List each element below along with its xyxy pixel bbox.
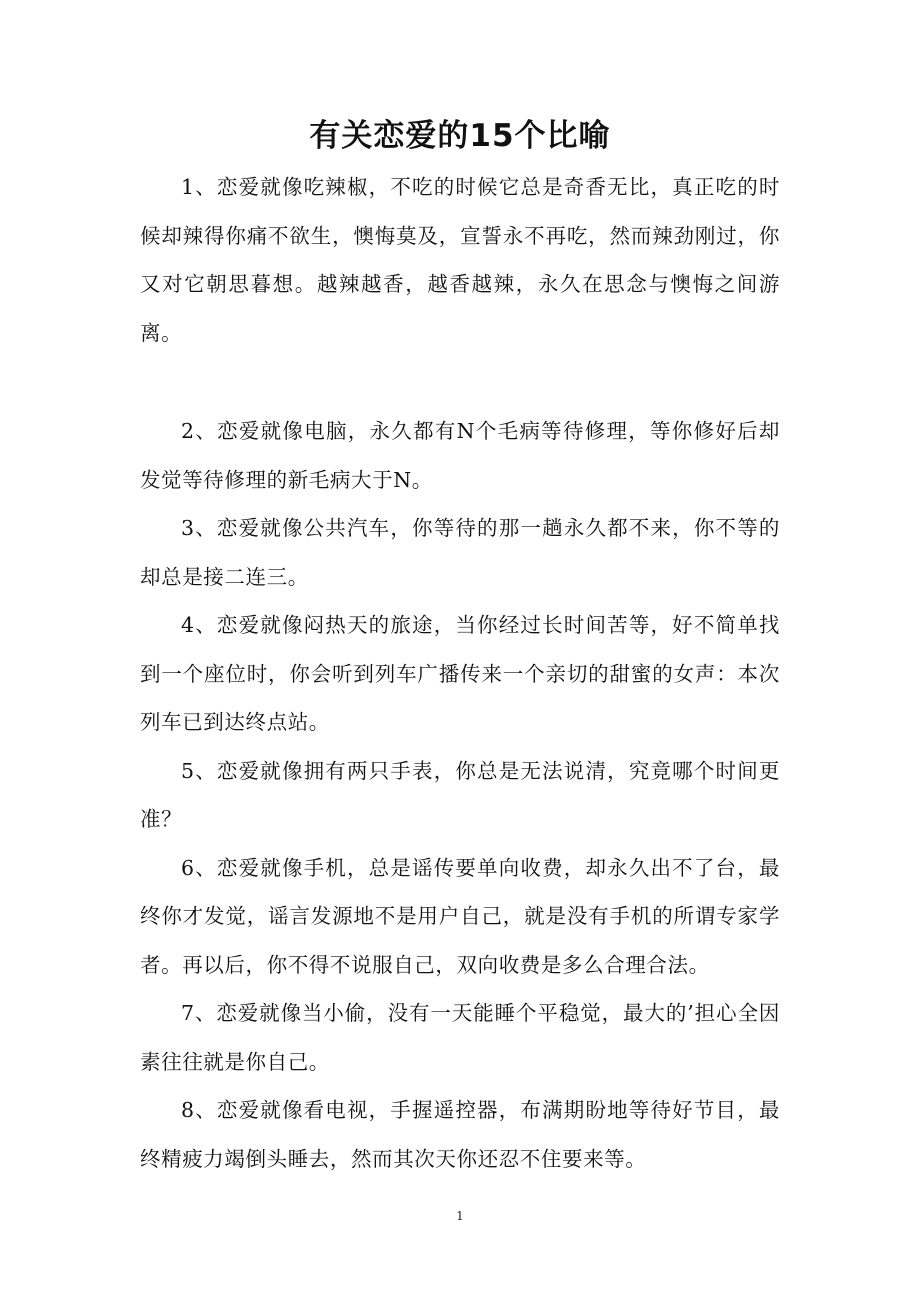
paragraph-gap	[140, 357, 780, 407]
paragraph-3: 3、恋爱就像公共汽车，你等待的那一趟永久都不来，你不等的却总是接二连三。	[140, 516, 780, 589]
page-number: 1	[456, 1209, 464, 1223]
paragraph-7: 7、恋爱就像当小偷，没有一天能睡个平稳觉，最大的’担心全因素往往就是你自己。	[140, 1001, 780, 1074]
paragraph-2: 2、恋爱就像电脑，永久都有N个毛病等待修理，等你修好后却发觉等待修理的新毛病大于N。	[140, 419, 780, 492]
document-body	[140, 163, 780, 1183]
paragraph-5: 5、恋爱就像拥有两只手表，你总是无法说清，究竟哪个时间更准？	[140, 758, 780, 831]
document-title: 有关恋爱的15个比喻	[309, 118, 611, 154]
paragraph-6: 6、恋爱就像手机，总是谣传要单向收费，却永久出不了台，最终你才发觉，谣言发源地不是用户自己，就是没有手机的所谓专家学者。再以后，你不得不说服自己，双向收费是多么合理合法。	[140, 855, 780, 977]
paragraph-8: 8、恋爱就像看电视，手握遥控器，布满期盼地等待好节目，最终精疲力竭倒头睡去，然而其次天你还忍不住要来等。	[140, 1098, 780, 1171]
paragraph-4: 4、恋爱就像闷热天的旅途，当你经过长时间苦等，好不简单找到一个座位时，你会听到列车广播传来一个亲切的甜蜜的女声：本次列车已到达终点站。	[140, 613, 780, 734]
paragraph-1: 1、恋爱就像吃辣椒，不吃的时候它总是奇香无比，真正吃的时候却辣得你痛不欲生，懊悔莫及，宣誓永不再吃，然而辣劲刚过，你又对它朝思暮想。越辣越香，越香越辣，永久在思念与懊悔之间游离。	[140, 175, 780, 345]
